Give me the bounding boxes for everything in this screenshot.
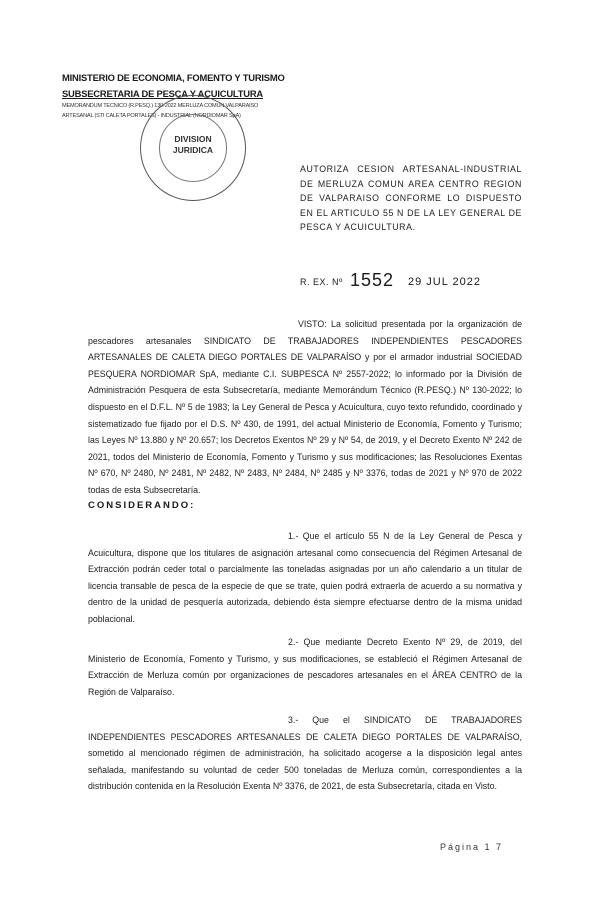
resolution-number: 1552 <box>350 270 395 290</box>
point-1-text: 1.- Que el artículo 55 N de la Ley General de Pesca y Acuicultura, dispone que los titulares de asignación artesanal como consecuencia del Régimen Artesanal de Extracción podrán ceder total o parcialmente las toneladas asignadas por un año calendario a un titular de licencia transable de pesca de la especie de que se trate, quien podrá extraerla de acuerdo a su normativa y dentro de la unidad de pesquería autorizada, debiendo ésta siempre efectuarse dentro de la misma unidad poblacional. <box>88 531 522 624</box>
resolution-date: 29 JUL 2022 <box>408 276 481 288</box>
visto-paragraph <box>88 316 522 499</box>
considerando-point-2 <box>88 634 522 700</box>
subsecretaria-name: SUBSECRETARIA DE PESCA Y ACUICULTURA <box>62 88 263 99</box>
considerando-point-1 <box>88 528 522 628</box>
reference-line-2: ARTESANAL (STI CALETA PORTALES) - INDUSTRIAL (NORDIOMAR SpA) <box>62 113 241 119</box>
visto-text: La solicitud presentada por la organización de pescadores artesanales SINDICATO DE TRABAJADORES INDEPENDIENTES PESCADORES ARTESANALES DE CALETA DIEGO PORTALES DE VALPARAÍSO y por el armador industrial SOCIEDAD PESQUERA NORDIOMAR SpA, mediante C.I. SUBPESCA Nº 2557-2022; lo informado por la División de Administración Pesquera de esta Subsecretaría, mediante Memorándum Técnico (R.PESQ.) Nº 130-2022; lo dispuesto en el D.F.L. Nº 5 de 1983; la Ley General de Pesca y Acuicultura, cuyo texto refundido, coordinado y sistematizado fue fijado por el D.S. Nº 430, de 1991, del actual Ministerio de Economía, Fomento y Turismo; las Leyes Nº 13.880 y Nº 20.657; los Decretos Exentos Nº 29 y Nº 54, de 2019, y el Decreto Exento Nº 242 de 2021, todos del Ministerio de Economía, Fomento y Turismo y sus modificaciones; las Resoluciones Exentas Nº 670, Nº 2480, Nº 2481, Nº 2482, Nº 2483, Nº 2484, Nº 2485 y Nº 3376, todas de 2021 y Nº 970 de 2022 todas de esta Subsecretaría. <box>88 319 522 495</box>
resolution-label: R. EX. Nº <box>300 277 343 287</box>
stamp-text <box>141 134 245 156</box>
division-juridica-stamp <box>140 95 246 201</box>
ministry-name: MINISTERIO DE ECONOMIA, FOMENTO Y TURISMO <box>62 72 285 83</box>
page-number: Página 1 7 <box>440 842 504 852</box>
stamp-line-2: JURIDICA <box>172 145 214 155</box>
visto-lead: VISTO: <box>298 319 327 329</box>
considerando-point-3 <box>88 712 522 795</box>
stamp-line-1: DIVISION <box>174 134 212 144</box>
resolution-subject: AUTORIZA CESION ARTESANAL-INDUSTRIAL DE MERLUZA COMUN AREA CENTRO REGION DE VALPARAISO CONFORME LO DISPUESTO EN EL ARTICULO 55 N DE LA LEY GENERAL DE PESCA Y ACUICULTURA. <box>300 164 522 233</box>
resolution-number-block <box>300 270 522 294</box>
reference-line-1: MEMORANDUM TECNICO (R.PESQ.) 130-2022 MERLUZA COMUN VALPARAISO <box>62 103 259 109</box>
considerando-heading: CONSIDERANDO: <box>88 500 196 511</box>
point-3-text: 3.- Que el SINDICATO DE TRABAJADORES INDEPENDIENTES PESCADORES ARTESANALES DE CALETA DIEGO PORTALES DE VALPARAÍSO, sometido al mencionado régimen de administración, ha solicitado acogerse a la disposición legal antes señalada, manifestando su voluntad de ceder 500 toneladas de Merluza común, correspondientes a la distribución contenida en la Resolución Exenta Nº 3376, de 2021, de esta Subsecretaría, citada en Visto. <box>88 715 522 792</box>
point-2-text: 2.- Que mediante Decreto Exento Nº 29, de 2019, del Ministerio de Economía, Fomento y Turismo, y sus modificaciones, se estableció el Régimen Artesanal de Extracción de Merluza común por organizaciones de pescadores artesanales en el ÁREA CENTRO de la Región de Valparaíso. <box>88 637 522 697</box>
